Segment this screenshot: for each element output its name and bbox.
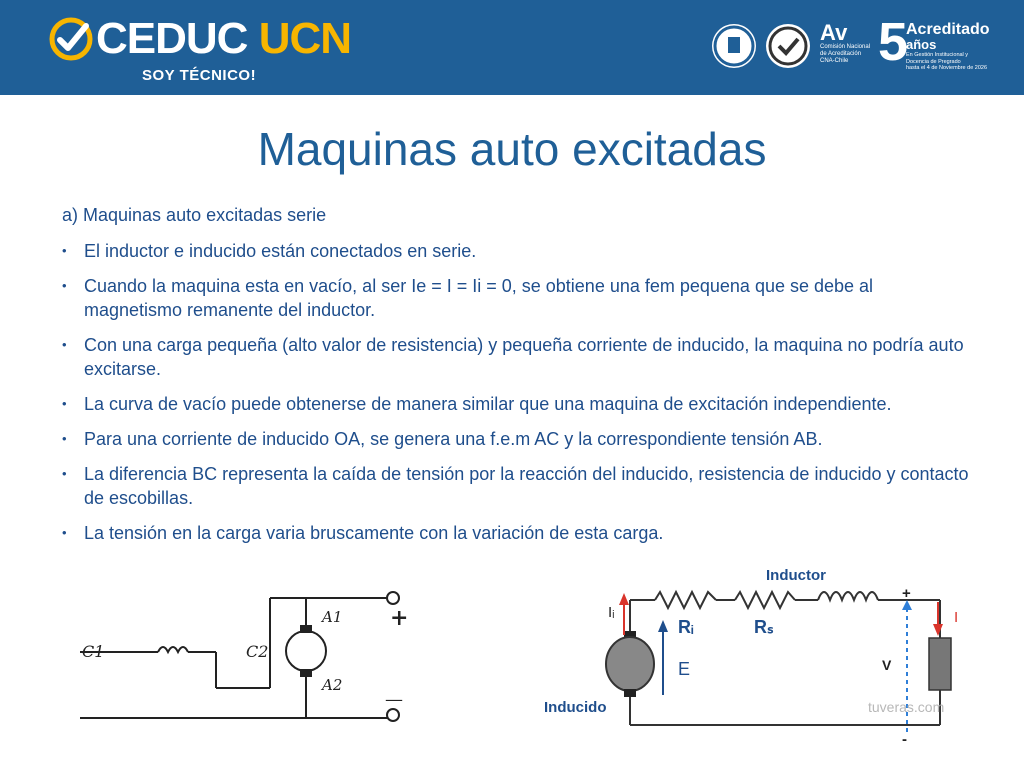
- bullet-text: Con una carga pequeña (alto valor de resistencia) y pequeña corriente de inducido, la maquina no podría auto excitarse.: [84, 335, 964, 379]
- cna-line: Comisión Nacional: [820, 44, 871, 50]
- accreditation-detail-line: Docencia de Pregrado: [906, 58, 961, 65]
- label-inductor: Inductor: [766, 567, 826, 584]
- checkmark-logo-icon: [48, 16, 94, 62]
- accreditation-badges: [712, 12, 1012, 80]
- resistor-ri-icon: [655, 592, 716, 608]
- header-bar: [0, 0, 1024, 95]
- slide-content: [62, 205, 972, 556]
- accreditation-detail: [906, 52, 1016, 72]
- bullet-dot: •: [62, 337, 67, 352]
- label-a1: A1: [322, 608, 343, 626]
- brand-accent: UCN: [258, 14, 352, 63]
- bullet-item: [62, 392, 972, 416]
- label-c2: C2: [246, 642, 269, 661]
- brand-main: CEDUC: [96, 14, 248, 63]
- accreditation-text: [906, 22, 1016, 72]
- bullet-text: La tensión en la carga varia bruscamente con la variación de esta carga.: [84, 523, 664, 543]
- accreditation-title: Acreditado: [906, 21, 990, 38]
- terminal-negative-icon: [387, 709, 399, 721]
- bullet-dot: •: [62, 243, 67, 258]
- series-motor-schematic: [70, 585, 420, 730]
- cna-line: CNA-Chile: [820, 58, 849, 64]
- slide-title: Maquinas auto excitadas: [257, 123, 767, 175]
- ceduc-logo[interactable]: [48, 16, 94, 62]
- bullet-list: [62, 239, 972, 545]
- cna-mark: Av: [820, 20, 848, 45]
- label-e: E: [678, 659, 691, 679]
- label-c1: C1: [82, 642, 105, 661]
- resistor-rs-icon: [735, 592, 795, 608]
- label-ii: Iᵢ: [608, 604, 615, 621]
- label-inducido: Inducido: [544, 699, 607, 716]
- watermark: tuveras.com: [868, 699, 945, 715]
- section-subheading: a) Maquinas auto excitadas serie: [62, 205, 327, 225]
- label-minus: —: [385, 689, 403, 710]
- bullet-dot: •: [62, 525, 67, 540]
- label-plus: +: [902, 585, 911, 602]
- accreditation-detail-line: hasta el 4 de Noviembre de 2026: [906, 65, 988, 71]
- label-i: I: [954, 609, 959, 626]
- label-minus: -: [902, 731, 907, 748]
- bullet-dot: •: [62, 431, 67, 446]
- load-resistor-icon: [929, 638, 951, 690]
- bullet-item: [62, 333, 972, 381]
- armature-icon: [606, 637, 654, 691]
- brand-tagline: SOY TÉCNICO!: [142, 67, 257, 84]
- bullet-text: La diferencia BC representa la caída de tensión por la reacción del inducido, resistencia de inducido y contacto de escobillas.: [84, 464, 969, 508]
- bullet-dot: •: [62, 396, 67, 411]
- brand-name: [96, 14, 351, 64]
- cna-badge: [820, 22, 876, 78]
- series-generator-circuit: [530, 560, 990, 755]
- bullet-item: [62, 274, 972, 322]
- bullet-item: [62, 239, 972, 263]
- label-ri: Rᵢ: [678, 617, 694, 637]
- inductor-coil-icon: [818, 592, 878, 600]
- terminal-positive-icon: [387, 592, 399, 604]
- bullet-dot: •: [62, 466, 67, 481]
- bullet-item: [62, 521, 972, 545]
- armature-icon: [286, 631, 326, 671]
- label-v: V: [882, 657, 892, 673]
- label-plus: +: [390, 605, 409, 631]
- bullet-dot: •: [62, 278, 67, 293]
- accreditation-years-number: 5: [878, 12, 909, 72]
- emf-arrow-icon: [658, 620, 668, 632]
- inductor-coil-icon: [158, 647, 188, 652]
- bullet-text: Cuando la maquina esta en vacío, al ser Ie = I = Ii = 0, se obtiene una fem pequena que se debe al magnetismo remanente del inductor.: [84, 276, 874, 320]
- accreditation-detail-line: En Gestión Institucional y: [906, 52, 969, 58]
- label-rs: Rₛ: [754, 617, 774, 637]
- bullet-text: Para una corriente de inducido OA, se genera una f.e.m AC y la correspondiente tensión AB.: [84, 429, 823, 449]
- cna-text: [820, 44, 876, 65]
- label-a2: A2: [322, 676, 343, 694]
- accreditation-years-word: años: [906, 37, 937, 52]
- current-i-arrow-icon: [933, 624, 943, 636]
- bullet-text: La curva de vacío puede obtenerse de manera similar que una maquina de excitación independiente.: [84, 394, 892, 414]
- current-ii-arrow-icon: [619, 593, 629, 605]
- university-seal-icon: [712, 24, 756, 68]
- bullet-text: El inductor e inducido están conectados en serie.: [84, 241, 477, 261]
- bullet-item: [62, 462, 972, 510]
- sgs-seal-icon: [766, 24, 810, 68]
- bullet-item: [62, 427, 972, 451]
- cna-line: de Acreditación: [820, 51, 862, 57]
